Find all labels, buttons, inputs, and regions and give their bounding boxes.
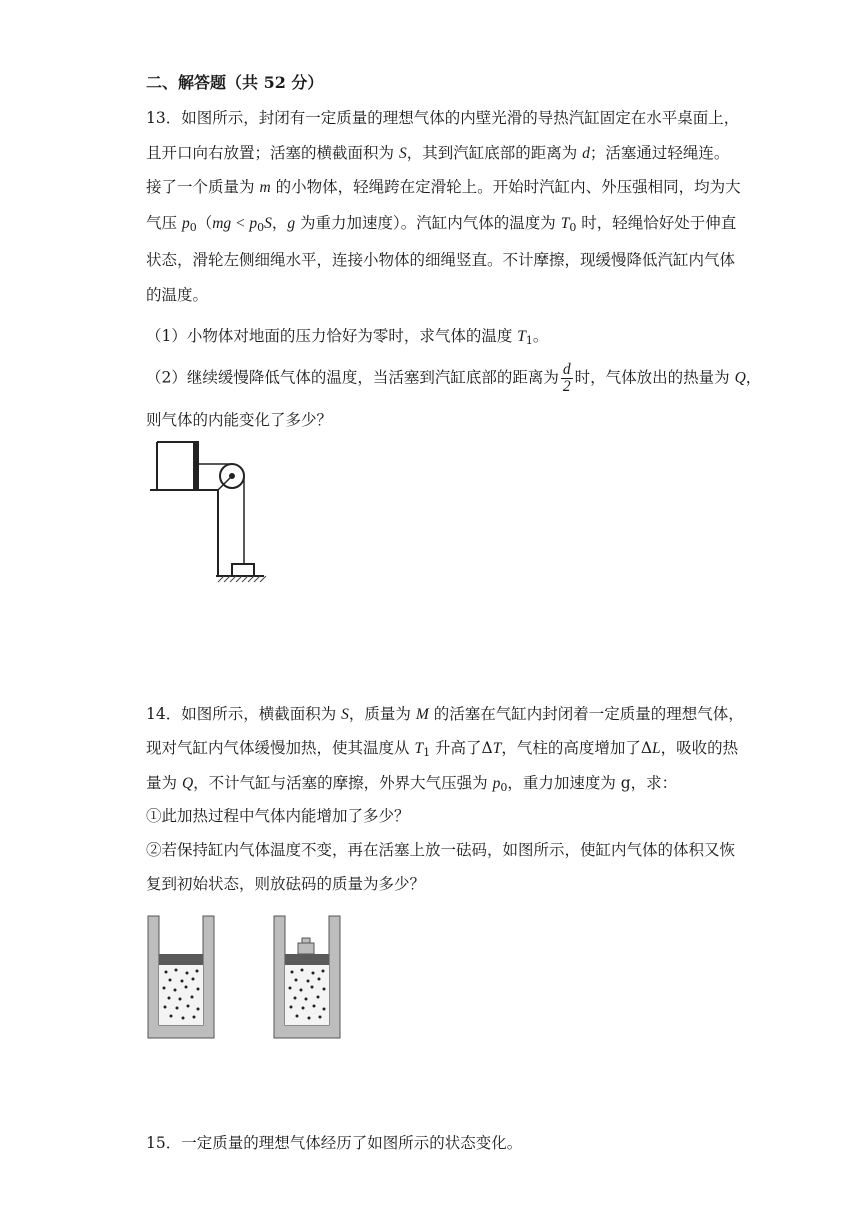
q14-line-6: 复到初始状态，则放砝码的质量为多少？: [146, 875, 426, 893]
q13-line-4: 气压 $p_0(mg < p_0S$，g 为重力加速度）。汽缸内气体的温度为 $T_0$ 时，轻绳恰好处于伸直: [146, 214, 737, 234]
figure-13-cylinder-pulley: [140, 430, 280, 600]
q15-line-1: 15．一定质量的理想气体经历了如图所示的状态变化。: [146, 1134, 523, 1152]
q13-part-1: （1）小物体对地面的压力恰好为零时，求气体的温度 $T_1$。: [146, 327, 549, 347]
q13-part-2: （2）继续缓慢降低气体的温度，当活塞到汽缸底部的距离为 $\frac{d}{2}$ 时，气体放出的热量为 Q，: [146, 361, 762, 395]
section-heading: 二、解答题（共 52 分）: [146, 73, 324, 92]
q14-line-2: 现对气缸内气体缓慢加热，使其温度从 $T_1$ 升高了ΔT，气柱的高度增加了ΔL，吸收的热: [146, 739, 739, 759]
figure-14-cylinder-before: [146, 914, 216, 1040]
q14-line-5: ②若保持缸内气体温度不变，再在活塞上放一砝码，如图所示，使缸内气体的体积又恢: [146, 841, 736, 859]
q14-line-1: 14．如图所示，横截面积为 S，质量为 M 的活塞在气缸内封闭着一定质量的理想气体，: [146, 705, 744, 723]
q13-line-6: 的温度。: [146, 286, 209, 304]
q14-line-3: 量为 Q，不计气缸与活塞的摩擦，外界大气压强为 $p_0$，重力加速度为 g，求：: [146, 774, 678, 794]
q14-line-4: ①此加热过程中气体内能增加了多少？: [146, 807, 410, 825]
fraction-d-over-2: $\frac{d}{2}$: [562, 361, 571, 395]
figure-14-cylinder-with-weight: [272, 914, 342, 1040]
q13-line-1: 13．如图所示，封闭有一定质量的理想气体的内壁光滑的导热汽缸固定在水平桌面上，: [146, 109, 740, 127]
q13-line-5: 状态，滑轮左侧细绳水平，连接小物体的细绳竖直。不计摩擦，现缓慢降低汽缸内气体: [146, 251, 736, 269]
q13-part-2-cont: 则气体的内能变化了多少？: [146, 411, 333, 429]
q13-line-3: 接了一个质量为 m 的小物体，轻绳跨在定滑轮上。开始时汽缸内、外压强相同，均为大: [146, 178, 741, 196]
q13-line-2: 且开口向右放置；活塞的横截面积为 S，其到汽缸底部的距离为 d；活塞通过轻绳连。: [146, 144, 730, 162]
